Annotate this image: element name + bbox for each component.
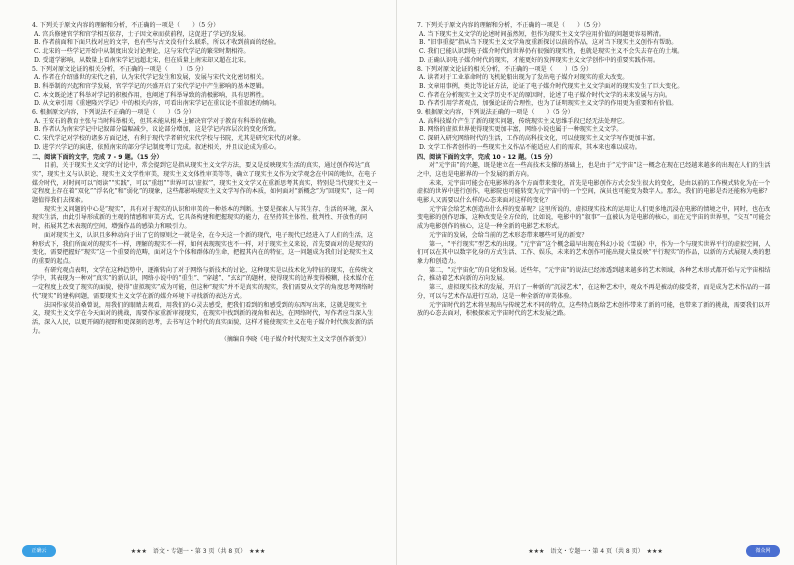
section-heading: 二、阅读下面的文字，完成 7 - 9 题。（15 分） — [32, 153, 163, 161]
answer-option: B. 文章用事例，类比等论证方法，论证了电子媒介时代现实主义文学面对的现实发生了巨大变化。 — [419, 82, 684, 90]
answer-option: B. 网络的虚拟世界使得现实更加丰富，网络小说也属于一种现实主义文学。 — [419, 126, 623, 134]
answer-option: A. 高科技媒介产生了新的现实问题，传统现实主义思维手段已经无法处理它。 — [419, 117, 629, 125]
left-logo: 正确云 — [22, 545, 56, 557]
passage-paragraph: 第二，“元宇宙化”的自觉和发展。近些年，“元宇宙”的说法已经渗透到越来越多的艺术领域，各种艺术形式都开始与元宇宙相结合，推动着艺术向新的方向发展。 — [417, 266, 771, 283]
question-stem: 9. 根据原文内容，下列说法正确的一项是（ ）（5 分） — [417, 109, 574, 117]
answer-option: A. 宫兵修建官学和官学相互依存，士子因文章而获前程，这促进了学记的发展。 — [34, 30, 250, 38]
right-page-content — [417, 22, 772, 319]
passage-paragraph: 第三，虚拟现实技术的发展，开启了一种新的“沉浸艺术”，在这种艺术中，观众不再是被动的接受者，而是成为艺术作品的一部分，可以与艺术作品进行互动，这是一种全新的审美体验。 — [417, 284, 771, 300]
answer-option: A. 作者在介绍盛世的宋代之前，认为宋代学记发生和发展，发展与宋代文化密切相关。 — [34, 74, 268, 82]
question-stem: 5. 下列对原文论证的相关分析，不正确的一项是（ ）（5 分） — [32, 65, 208, 73]
answer-option: D. 进学兴学记的演进，依照南宋的部分学记制度考订完成。叙述相关，并且议论成为重心。 — [34, 143, 281, 151]
passage-paragraph: 元宇宙会给艺术创造出什么样的变革呢？这里所说的，虚拟现实技术的运用让人们更多地沉浸在电影的情境之中，同时，也在改变电影的创作思维，这种改变是全方位的，比如说，电影中的“叙事”一直被认为是电影的核心，而在元宇宙的世界里，“交互”可能会成为电影创作的核心，这是一种全新的电影艺术形式。 — [417, 205, 771, 231]
answer-option: C. 北宋的一些学记开始中从制度出发讨论理论，这与宋代学记的繁荣时期相符。 — [34, 48, 250, 56]
answer-option: C. 深研入研究网络时代的生活，工作的高科技文化，可以使现实主义文学写作更加丰富。 — [419, 135, 659, 143]
answer-option: B. 科举制的兴起和官学发展，官学学记的兴盛开启了宋代学记中产生影响的基本逻辑。 — [34, 82, 268, 90]
answer-option: D. 从文章引用《重建隆兴学记》中的相关内容，可看出南宋学记在重议论不重叙述的倾向。 — [34, 100, 281, 108]
passage-paragraph: 法国作家莫泊桑曾说，用我们的眼睛去观看，用我们的心灵去感受，把我们看到的和感受到的东西写出来，这就是现实主义，现实主义文学在今天面对的挑战，需要作家重新审视现实，在现实中找到新的视角和表达，在网络时代，写作者应当深入生活，深入人民，以更开阔的视野和更深刻的思考，去书写这个时代的真实面貌，这样才能使现实主义在电子媒介时代焕发新的活力。 — [32, 301, 374, 335]
passage-paragraph: 现实主义问题的中心是“现实”，具有对于现实的认识和审美的一种基本的判断。主要是探索人与其生存、生活的环境，深入现实生活，由此引导形成新的主观的情感和审美方式，它具备构建和把握现实的能力，在坚持其主体性、批判性、开放性的同时，拓展其艺术表现的空间，增强作品的感染力和吸引力。 — [32, 205, 374, 231]
passage-paragraph: 面对现实主义，认识且多种动向于出了它的原则之一就是全，在今天这一个新的现代，电子现代已经进入了人们的生活，这种形式下，我们所面对的现实不一样，理解的现实不一样，如何表现现实也不一样，对于现实主义来说，首先要面对的是现实的变化，需要把握好“现实”这一个重要的范畴，面对这个个体和群体的生命，把握其内在的特征，这一问题成为我们讨论现实主义的重要的起点。 — [32, 231, 374, 265]
answer-option: A. 王安石的教育主张与当时科举相关，但其未能从根本上解决官学对于教育有科举的依赖。 — [34, 117, 280, 125]
answer-option: C. 宋代学记对学校的诸多方面记述，有利于现代学者研究宋代学校与书院，尤其是研究宋代的对象。 — [34, 135, 305, 143]
answer-option: C. 本文既论述了科举对学记的积极作用，也阐述了科举导致的消极影响，具有思辨性。 — [34, 91, 268, 99]
question-stem: 4. 下列关于原文内容的理解和分析，不正确的一项是（ ）（5 分） — [32, 22, 220, 29]
answer-option: D. 作者引用学者观点，加强论证的合理性，也为了证明现实主义文学的作用更为重要和有价值。 — [419, 100, 678, 108]
passage-paragraph: 目前，关于现实主义文学的讨论中，常会提到它是指从现实主义文学方法，要义是反映现实生活的真实，通过创作传达“真实”，现实主义与认识论、现实主义文学性审美，现实主义文体性审美等等，确立了现实主义作为文学观念在中国的地位，在电子媒介时代，对时间可以“阅读”“实践”，可以“重组”“世界可以‘虚拟’”，现实主义文学又在重新思考其真实，特别是当代现实主义一定程度上存在着“双化”“浮名化”和“弱化”的现象，这些都影响现实主义文学写作的本质，如何面对“新概念”为“回现实”，这一问题值得我们去探索。 — [32, 162, 378, 205]
question-stem: 7. 下列关于原文内容的理解和分析，不正确的一项是（ ）（5 分） — [417, 22, 605, 29]
passage-paragraph: 元宇宙时代的艺术将呈现出与传统艺术不同的特点，这些特点既给艺术创作带来了新的可能，也带来了新的挑战，需要我们以开放的心态去面对，积极探索元宇宙时代的艺术发展之路。 — [417, 301, 771, 318]
answer-option: D. 文学工作者创作的一些现实主义作品不能适应人们的需求，其本来也难以成功。 — [419, 143, 641, 151]
right-logo: 微众网 — [746, 545, 780, 557]
section-heading: 四、阅读下面的文字，完成 10 - 12 题。（15 分） — [417, 153, 557, 161]
left-page-content — [32, 22, 378, 345]
answer-option: C. 作者在分析现实主义文学历史不足的原因时，论述了电子媒介时代文学的未来发展与方向。 — [419, 91, 672, 99]
question-stem: 6. 根据原文内容，下列说法不正确的一项是（ ）（5 分） — [32, 109, 195, 117]
answer-option: A. 当下现实主义文学的论述时间虽然短，但作为现实主义文学应用价值的问题更容易辨清。 — [419, 30, 665, 38]
passage-paragraph: 未来，元宇宙可能会在电影界的各个方面带来变化，首先是电影创作方式会发生很大的变化，是由以前的工作模式转化为在一个虚拟的世界中进行创作，电影院也可能转变为元宇宙中的一个空间，演员也可能变为数字人。那么，我们的电影是否还能称为电影？电影人又需要以什么样的心态来面对这样的变化？ — [417, 179, 771, 205]
passage-paragraph: 对“元宇宙”的兴趣，既是建立在一些高技术支撑的基础上，也是由于“元宇宙”这一概念在现在已经越来越多的出现在人们的生活之中，这也是电影界的一个发展的新方向。 — [417, 162, 771, 178]
right-page-footer: ★★★ 语文・专题一・第 4 页（共 8 页） ★★★ — [528, 548, 663, 555]
right-page — [397, 0, 794, 565]
answer-option: A. 读者对于工业革命时的飞机轮船出现为了发出电子媒介对现实的重大改变。 — [419, 74, 629, 82]
passage-paragraph: 元宇宙的发展，会给当前的艺术形态带来哪些可见的新变？ — [429, 231, 588, 239]
answer-option: D. 正确认识电子媒介时代的现实，才能更好的发挥现实主义文学创作中的重要实践作用。 — [419, 56, 660, 64]
answer-option: D. 受道学影响，从数量上看南宋学记远超北宋，但在质量上南宋却又超在北宋。 — [34, 56, 250, 64]
answer-option: B. “旧事重提”指从当下现实主义文学角度重新探讨以前的作品，这对当下现实主义创作有帮助。 — [419, 39, 678, 47]
passage-paragraph: 有研究观点表明，文学在这种趋势中，逐渐转向了对于网络与新技术的讨论，这种现实是以技术化为特征的现实，在传统文学中，其表现为一种对“真实”的新认识，网络小说中的“重生”、“穿越”、“玄幻”的题材，使得现实的边界变得模糊，技术媒介在一定程度上改变了现实的面貌，使得“虚拟现实”成为可能，但这种“现实”并不是真实的现实，我们需要从文学的角度思考网络时代“现实”的建构问题，需要现实主义文学在新的媒介环境下寻找新的表达方式。 — [32, 266, 374, 300]
question-stem: 8. 下列对原文论证的相关分析，不正确的一项是（ ）（5 分） — [417, 65, 593, 73]
answer-option: C. 我们已能认识到电子媒介时代的世界仍有很强的现实性，也就是现实主义不会失去存在的土壤。 — [419, 48, 684, 56]
source-citation: （摘编自李晓《电子媒介时代现实主义文学创作新变》） — [220, 336, 370, 344]
answer-option: B. 作者前面和下面只找对应的文字，也有些与古文没有什么联系，所以才收到前面的经验。 — [34, 39, 281, 47]
passage-paragraph: 第一，“平行现实”型艺术的出现。“元宇宙”这个概念最早出现在科幻小说《雪崩》中，作为一个与现实世界平行的虚拟空间，人们可以在其中以数字化身的方式生活、工作、娱乐，未来的艺术创作可能出现大量反映“平行现实”的作品，以新的方式展现人类的想象力和创造力。 — [417, 240, 771, 265]
left-page-footer: ★★★ 语文・专题一・第 3 页（共 8 页） ★★★ — [130, 548, 266, 555]
answer-option: B. 作者认为南宋学记中记叙部分篇幅减少，议论部分增加，这是学记内容层次的变化所致。 — [34, 126, 281, 134]
